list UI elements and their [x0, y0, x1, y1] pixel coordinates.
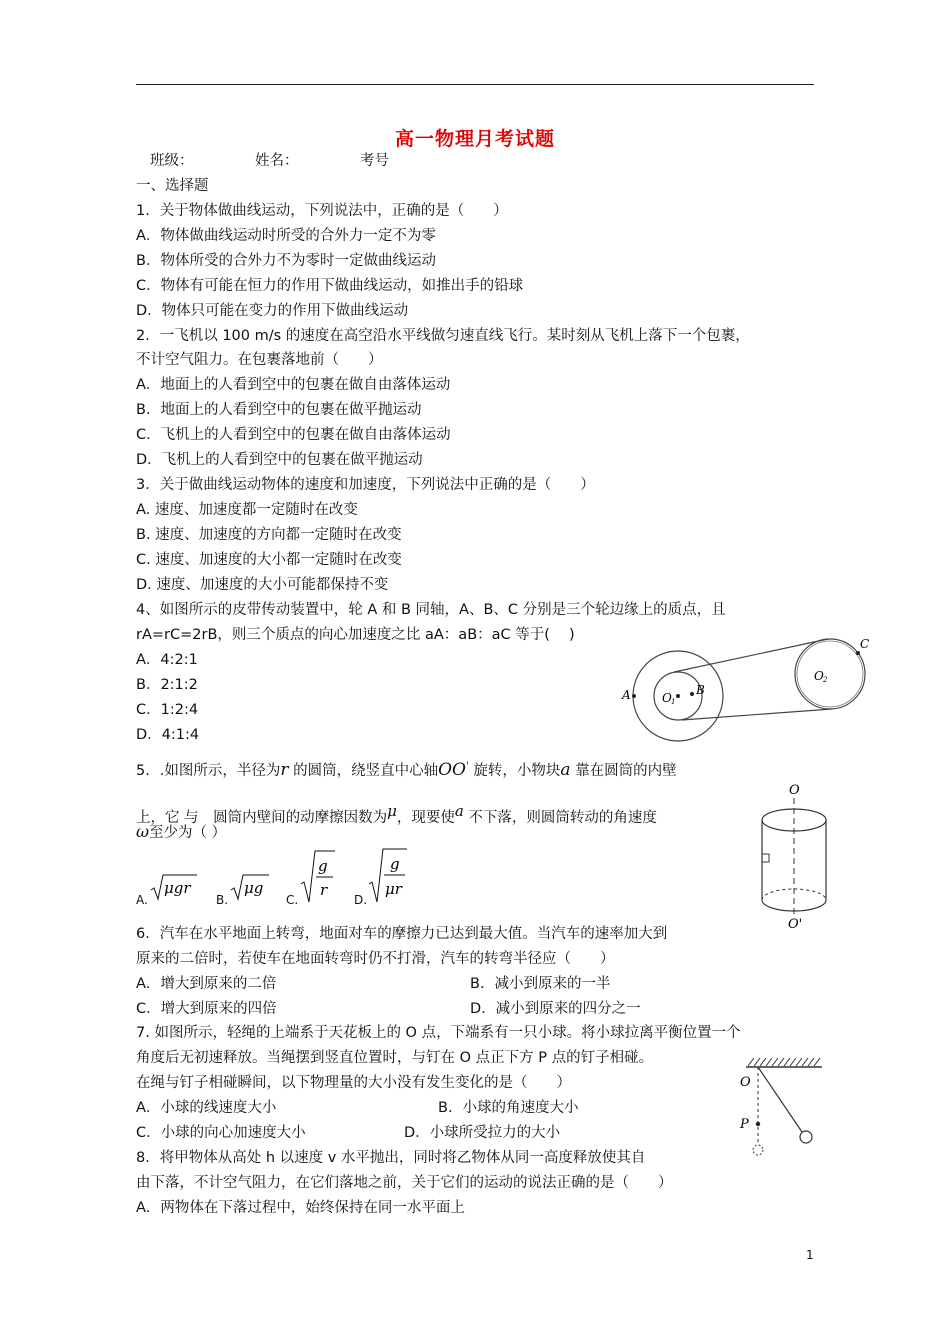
q6-stem-line1: 6．汽车在水平地面上转弯，地面对车的摩擦力已达到最大值。当汽车的速率加大到 [136, 926, 668, 942]
q2-option-b: B．地面上的人看到空中的包裹在做平抛运动 [136, 402, 422, 418]
ceiling-hatch [748, 1058, 820, 1066]
q4-option-d: D．4:1:4 [136, 727, 200, 743]
label-a: A [622, 688, 631, 702]
q8-option-a: A．两物体在下落过程中，始终保持在同一水平面上 [136, 1200, 465, 1216]
header-rule [136, 84, 814, 85]
block-a [762, 854, 769, 862]
q4-stem-line2: rA=rC=2rB，则三个质点的向心加速度之比 aA：aB：aC 等于( ) [136, 627, 575, 643]
q5-text-6: ，现要使 [396, 809, 455, 826]
q5-text-2: 的圆筒，绕竖直中心轴 [288, 762, 439, 779]
q5-option-d-label: D. [354, 893, 368, 907]
var-omega: ω [136, 822, 150, 841]
name-label: 姓名： [255, 153, 299, 169]
var-r: r [280, 759, 289, 780]
q5-option-b-label: B. [216, 893, 229, 907]
var-axis-prime: ' [465, 761, 469, 772]
belt-drive-figure [618, 632, 880, 744]
q5-stem-line1 [136, 758, 677, 780]
q1-stem: 1．关于物体做曲线运动，下列说法中，正确的是（ ） [136, 203, 508, 219]
q5-option-c-label: C. [286, 893, 299, 907]
q5-option-c-denominator: r [320, 881, 328, 899]
q5-option-b-formula [230, 872, 270, 902]
q6-option-b: B．减小到原来的一半 [470, 976, 611, 992]
wheel-c [795, 639, 865, 709]
cylinder-figure [752, 778, 838, 932]
label-o1: O [662, 691, 672, 705]
point-c [856, 651, 860, 655]
center-o1 [676, 694, 680, 698]
var-mu: μ [387, 802, 397, 820]
q5-text-5: 上，它 与 圆筒内壁间的动摩擦因数为 [136, 809, 388, 826]
label-b: B [696, 683, 705, 697]
page-title: 高一物理月考试题 [394, 128, 555, 150]
q2-option-c: C．飞机上的人看到空中的包裹在做自由落体运动 [136, 427, 451, 443]
var-a-2: a [454, 802, 464, 820]
q6-option-d: D．减小到原来的四分之一 [470, 1001, 641, 1017]
q4-option-c: C．1:2:4 [136, 702, 199, 718]
label-o2-sub: 2 [823, 676, 828, 684]
label-o: O [740, 1075, 751, 1090]
q5-text-7: 不下落，则圆筒转动的角速度 [463, 809, 657, 826]
label-p: P [740, 1117, 749, 1132]
q7-option-c: C．小球的向心加速度大小 [136, 1125, 306, 1141]
q2-stem-line1: 2．一飞机以 100 m/s 的速度在高空沿水平线做匀速直线飞行。某时刻从飞机上落下一个包裹， [136, 328, 750, 344]
q7-stem-line1: 7. 如图所示，轻绳的上端系于天花板上的 O 点，下端系有一只小球。将小球拉离平衡位置一个 [136, 1025, 741, 1041]
q1-option-b: B．物体所受的合外力不为零时一定做曲线运动 [136, 253, 436, 269]
q2-stem-line2: 不计空气阻力。在包裹落地前（ ） [136, 352, 383, 368]
section-heading: 一、选择题 [136, 178, 209, 194]
q6-option-a: A．增大到原来的二倍 [136, 976, 277, 992]
label-o-top: O [789, 783, 800, 798]
q5-option-a-expr: μgr [164, 879, 191, 897]
var-axis: OO [438, 759, 466, 780]
q5-text-3: 旋转，小物块 [468, 762, 561, 779]
q7-stem-line3: 在绳与钉子相碰瞬间，以下物理量的大小没有发生变化的是（ ） [136, 1075, 571, 1091]
wheel-c-inner [797, 641, 863, 707]
label-o2: O [814, 669, 824, 683]
q5-text-4: 靠在圆筒的内壁 [570, 762, 677, 779]
q7-option-d: D．小球所受拉力的大小 [404, 1125, 561, 1141]
q3-option-d: D. 速度、加速度的大小可能都保持不变 [136, 577, 389, 593]
q3-option-a: A. 速度、加速度都一定随时在改变 [136, 502, 358, 518]
rope [758, 1067, 802, 1132]
q8-stem-line1: 8．将甲物体从高处 h 以速度 v 水平抛出，同时将乙物体从同一高度释放使其自 [136, 1150, 646, 1166]
q7-option-a: A．小球的线速度大小 [136, 1100, 277, 1116]
ball-position [753, 1145, 763, 1155]
q5-text-8: 至少为（ ） [149, 825, 227, 841]
q5-option-c-formula [300, 848, 336, 904]
q6-stem-line2: 原来的二倍时，若使车在地面转弯时仍不打滑，汽车的转弯半径应（ ） [136, 951, 615, 967]
q1-option-c: C．物体有可能在恒力的作用下做曲线运动，如推出手的铅球 [136, 278, 524, 294]
q3-option-c: C. 速度、加速度的大小都一定随时在改变 [136, 552, 402, 568]
q5-option-a-formula [150, 872, 198, 902]
label-o1-sub: 1 [671, 698, 676, 706]
pendulum-figure [734, 1052, 826, 1164]
page-number: 1 [806, 1248, 814, 1262]
q5-text-1: 5．.如图所示，半径为 [136, 762, 281, 779]
q7-option-b: B．小球的角速度大小 [438, 1100, 579, 1116]
q5-option-b-expr: μg [244, 879, 264, 897]
q3-stem: 3．关于做曲线运动物体的速度和加速度，下列说法中正确的是（ ） [136, 477, 595, 493]
q5-option-d-formula [368, 846, 408, 904]
class-label: 班级： [150, 153, 194, 169]
q5-option-d-denominator: μr [385, 880, 402, 898]
q6-option-c: C．增大到原来的四倍 [136, 1001, 277, 1017]
q5-stem-line3 [136, 823, 226, 842]
q1-option-d: D．物体只可能在变力的作用下做曲线运动 [136, 303, 409, 319]
var-a: a [560, 759, 571, 780]
exam-number-label: 考号 [360, 153, 389, 169]
belt-bottom [682, 709, 832, 720]
q8-stem-line2: 由下落，不计空气阻力，在它们落地之前，关于它们的运动的说法正确的是（ ） [136, 1175, 673, 1191]
q5-option-c-numerator: g [318, 857, 328, 875]
q4-option-b: B．2:1:2 [136, 677, 198, 693]
q4-stem-line1: 4、如图所示的皮带传动装置中，轮 A 和 B 同轴，A、B、C 分别是三个轮边缘上的质点，且 [136, 602, 726, 618]
point-b [690, 692, 694, 696]
point-a [632, 694, 636, 698]
q5-option-a-label: A. [136, 893, 148, 907]
nail-p [756, 1122, 760, 1126]
q2-option-d: D．飞机上的人看到空中的包裹在做平抛运动 [136, 452, 423, 468]
q4-option-a: A．4:2:1 [136, 652, 198, 668]
label-o-bottom: O' [788, 917, 803, 932]
ball [800, 1131, 812, 1143]
label-c: C [860, 637, 870, 651]
q7-stem-line2: 角度后无初速释放。当绳摆到竖直位置时，与钉在 O 点正下方 P 点的钉子相碰。 [136, 1050, 654, 1066]
q3-option-b: B. 速度、加速度的方向都一定随时在改变 [136, 527, 402, 543]
q5-option-d-numerator: g [390, 855, 400, 873]
q2-option-a: A．地面上的人看到空中的包裹在做自由落体运动 [136, 377, 451, 393]
q1-option-a: A．物体做曲线运动时所受的合外力一定不为零 [136, 228, 436, 244]
